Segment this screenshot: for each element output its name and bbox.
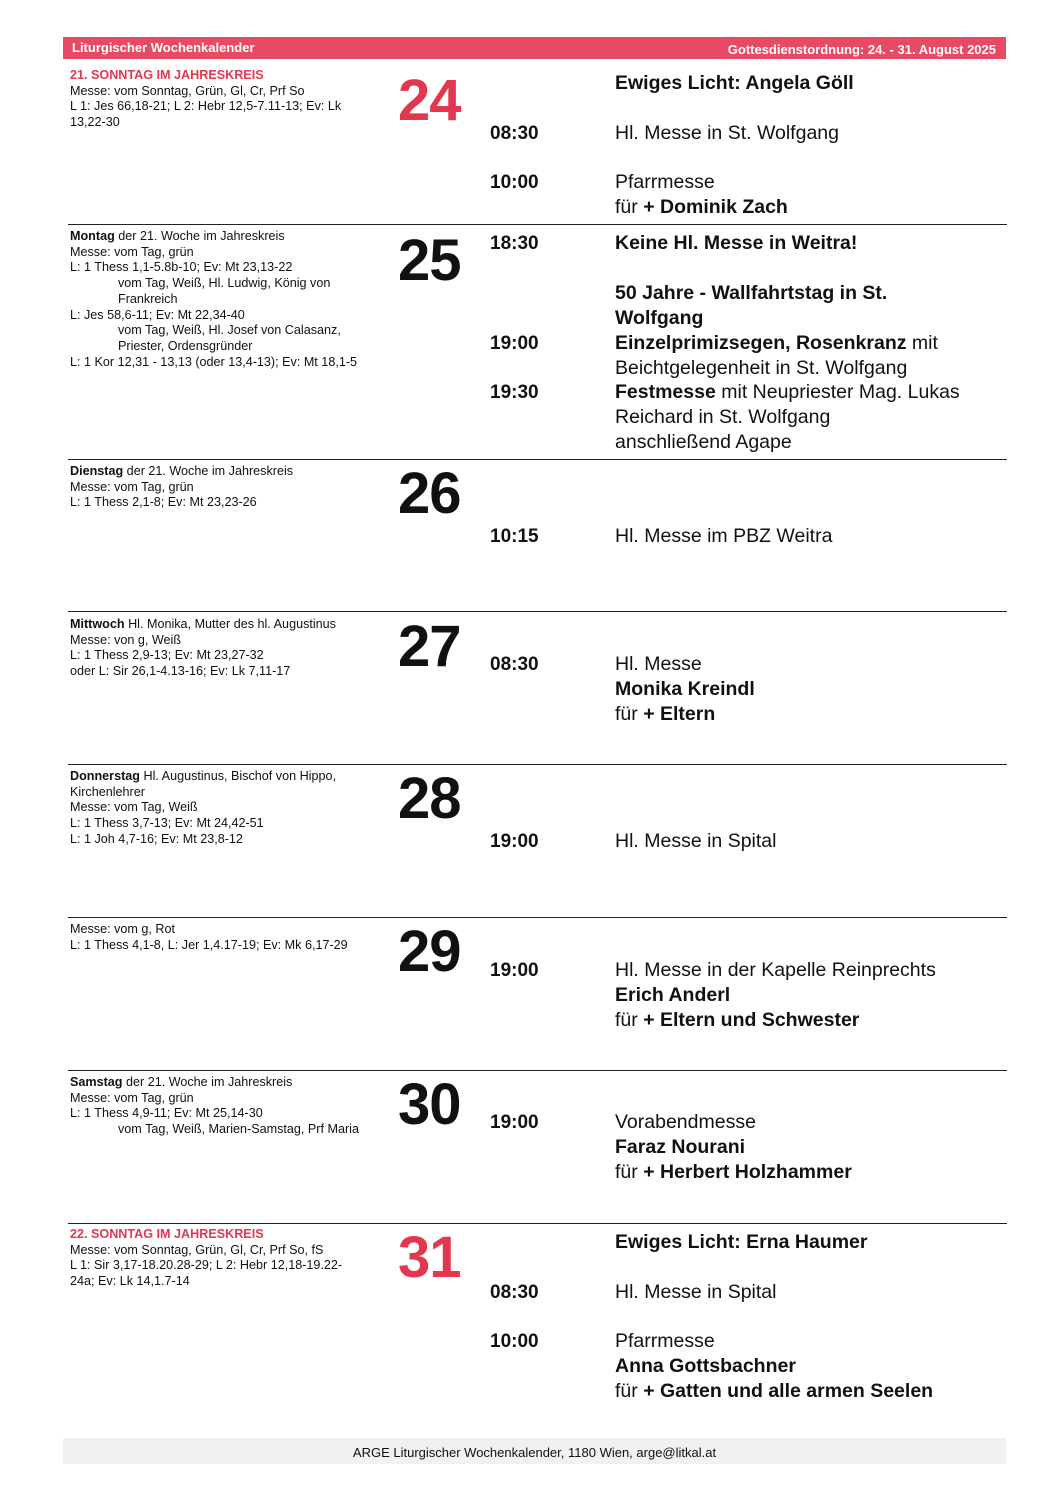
event-intention: + Eltern und Schwester bbox=[643, 1009, 860, 1031]
liturgy-line: Priester, Ordensgründer bbox=[118, 338, 253, 353]
liturgy-line: L: 1 Thess 4,1-8, L: Jer 1,4.17-19; Ev: Mk 6,17-29 bbox=[70, 937, 348, 952]
liturgy-title bbox=[70, 769, 390, 785]
liturgy-line: L: 1 Thess 2,9-13; Ev: Mt 23,27-32 bbox=[70, 648, 264, 663]
liturgy-line: 13,22-30 bbox=[70, 115, 120, 130]
day-number: 24 bbox=[398, 68, 461, 133]
event-time: 18:30 bbox=[490, 233, 539, 254]
event-line: Wolfgang bbox=[615, 307, 704, 329]
event-line bbox=[615, 1160, 1000, 1185]
day-number: 29 bbox=[398, 919, 461, 984]
event-intention: + Dominik Zach bbox=[643, 196, 788, 218]
liturgy-line: L: 1 Thess 3,7-13; Ev: Mt 24,42-51 bbox=[70, 816, 264, 831]
liturgy-info bbox=[70, 769, 390, 848]
liturgy-title-rest: Hl. Monika, Mutter des hl. Augustinus bbox=[124, 617, 336, 631]
event-time: 10:00 bbox=[490, 172, 539, 193]
liturgy-info bbox=[70, 68, 390, 131]
liturgy-line: vom Tag, Weiß, Marien-Samstag, Prf Maria bbox=[118, 1122, 359, 1137]
liturgy-title bbox=[70, 1075, 390, 1091]
liturgy-line: Messe: von g, Weiß bbox=[70, 632, 182, 647]
event-rest: mit Neupriester Mag. Lukas bbox=[715, 381, 960, 403]
event-line bbox=[615, 195, 1000, 220]
event-time: 10:00 bbox=[490, 1331, 539, 1352]
event-bold: Einzelprimizsegen, Rosenkranz bbox=[615, 332, 907, 354]
event-celebrant: Anna Gottsbachner bbox=[615, 1355, 796, 1377]
liturgy-line: vom Tag, Weiß, Hl. Josef von Calasanz, bbox=[118, 323, 341, 338]
liturgy-line: Messe: vom g, Rot bbox=[70, 922, 175, 936]
event-time: 08:30 bbox=[490, 1282, 539, 1303]
event-time: 19:00 bbox=[490, 333, 539, 354]
event-line: Pfarrmesse bbox=[615, 171, 715, 193]
liturgy-line: Messe: vom Sonntag, Grün, Gl, Cr, Prf So bbox=[70, 83, 305, 98]
liturgy-line: 24a; Ev: Lk 14,1.7-14 bbox=[70, 1274, 190, 1289]
event-text bbox=[615, 380, 1000, 455]
event-line: Hl. Messe bbox=[615, 653, 702, 675]
event-text: Keine Hl. Messe in Weitra! bbox=[615, 232, 858, 254]
liturgy-info bbox=[70, 1227, 390, 1290]
event-time: 19:00 bbox=[490, 1112, 539, 1133]
event-line: Pfarrmesse bbox=[615, 1330, 715, 1352]
event-text bbox=[615, 281, 1000, 331]
liturgy-line: oder L: Sir 26,1-4.13-16; Ev: Lk 7,11-17 bbox=[70, 664, 291, 679]
event-line: 50 Jahre - Wallfahrtstag in St. bbox=[615, 282, 888, 304]
event-prefix: für bbox=[615, 1380, 644, 1402]
liturgy-line: L: Jes 58,6-11; Ev: Mt 22,34-40 bbox=[70, 307, 245, 322]
event-line bbox=[615, 331, 1000, 356]
liturgy-title-rest: der 21. Woche im Jahreskreis bbox=[114, 229, 285, 243]
liturgy-line: Kirchenlehrer bbox=[70, 784, 145, 799]
liturgy-title: 21. SONNTAG IM JAHRESKREIS bbox=[70, 68, 264, 82]
event-line: Reichard in St. Wolfgang bbox=[615, 406, 831, 428]
event-text bbox=[615, 1110, 1000, 1185]
liturgy-line: L: 1 Joh 4,7-16; Ev: Mt 23,8-12 bbox=[70, 831, 243, 846]
day-number: 25 bbox=[398, 228, 461, 293]
event-celebrant: Faraz Nourani bbox=[615, 1136, 746, 1158]
liturgy-title-rest: der 21. Woche im Jahreskreis bbox=[122, 1075, 293, 1089]
event-time: 19:00 bbox=[490, 831, 539, 852]
liturgy-dayname: Samstag bbox=[70, 1075, 123, 1089]
section-divider bbox=[68, 1070, 1007, 1071]
liturgy-title bbox=[70, 464, 390, 480]
liturgy-line: Messe: vom Tag, grün bbox=[70, 479, 194, 494]
calendar-header-bar bbox=[63, 37, 1006, 59]
liturgy-line: Messe: vom Tag, Weiß bbox=[70, 800, 198, 815]
event-time: 19:30 bbox=[490, 382, 539, 403]
liturgy-dayname: Donnerstag bbox=[70, 769, 140, 783]
event-prefix: für bbox=[615, 1009, 644, 1031]
liturgy-title bbox=[70, 229, 390, 245]
day-number: 28 bbox=[398, 766, 461, 831]
event-text: Ewiges Licht: Erna Haumer bbox=[615, 1231, 868, 1253]
event-text bbox=[615, 958, 1000, 1033]
liturgy-line: L: 1 Thess 2,1-8; Ev: Mt 23,23-26 bbox=[70, 495, 257, 510]
liturgy-info bbox=[70, 229, 390, 370]
event-text: Hl. Messe im PBZ Weitra bbox=[615, 525, 833, 547]
liturgy-info bbox=[70, 617, 390, 680]
liturgy-title-rest: Hl. Augustinus, Bischof von Hippo, bbox=[139, 769, 336, 783]
day-number: 31 bbox=[398, 1225, 461, 1290]
header-date-range: Gottesdienstordnung: 24. - 31. August 2025 bbox=[727, 42, 996, 57]
liturgy-dayname: Montag bbox=[70, 229, 115, 243]
event-line: anschließend Agape bbox=[615, 431, 792, 453]
event-line bbox=[615, 1379, 1000, 1404]
liturgy-line: Messe: vom Tag, grün bbox=[70, 244, 194, 259]
event-prefix: für bbox=[615, 1161, 644, 1183]
event-prefix: für bbox=[615, 196, 644, 218]
liturgy-line: L: 1 Thess 4,9-11; Ev: Mt 25,14-30 bbox=[70, 1106, 263, 1121]
section-divider bbox=[68, 764, 1007, 765]
section-divider bbox=[68, 917, 1007, 918]
day-number: 26 bbox=[398, 461, 461, 526]
section-divider bbox=[68, 1223, 1007, 1224]
event-intention: + Herbert Holzhammer bbox=[643, 1161, 852, 1183]
liturgy-line: L: 1 Kor 12,31 - 13,13 (oder 13,4-13); Ev: Mt 18,1-5 bbox=[70, 354, 358, 369]
event-text: Hl. Messe in St. Wolfgang bbox=[615, 122, 839, 144]
liturgy-title-rest: der 21. Woche im Jahreskreis bbox=[123, 464, 294, 478]
event-text bbox=[615, 1329, 1000, 1404]
day-number: 30 bbox=[398, 1072, 461, 1137]
liturgy-info bbox=[70, 464, 390, 511]
event-text: Hl. Messe in Spital bbox=[615, 830, 777, 852]
event-text bbox=[615, 652, 1000, 727]
event-rest: mit bbox=[906, 332, 938, 354]
day-number: 27 bbox=[398, 614, 461, 679]
event-time: 08:30 bbox=[490, 123, 539, 144]
event-time: 19:00 bbox=[490, 960, 539, 981]
event-line bbox=[615, 702, 1000, 727]
footer-text: ARGE Liturgischer Wochenkalender, 1180 Wien, arge@litkal.at bbox=[352, 1445, 717, 1460]
section-divider bbox=[68, 611, 1007, 612]
liturgy-line: vom Tag, Weiß, Hl. Ludwig, König von bbox=[118, 276, 331, 291]
event-time: 08:30 bbox=[490, 654, 539, 675]
header-title: Liturgischer Wochenkalender bbox=[72, 40, 255, 55]
liturgy-title bbox=[70, 617, 390, 633]
event-celebrant: Erich Anderl bbox=[615, 984, 731, 1006]
footer-bar bbox=[63, 1438, 1006, 1464]
event-intention: + Gatten und alle armen Seelen bbox=[643, 1380, 934, 1402]
event-line: Vorabendmesse bbox=[615, 1111, 756, 1133]
event-line: Beichtgelegenheit in St. Wolfgang bbox=[615, 357, 908, 379]
event-bold: Festmesse bbox=[615, 381, 716, 403]
event-line: Hl. Messe in der Kapelle Reinprechts bbox=[615, 959, 936, 981]
liturgy-info bbox=[70, 922, 390, 953]
liturgy-info bbox=[70, 1075, 390, 1138]
event-intention: + Eltern bbox=[643, 703, 716, 725]
event-line bbox=[615, 380, 1000, 405]
section-divider bbox=[68, 459, 1007, 460]
section-divider bbox=[68, 224, 1007, 225]
liturgy-line: L: 1 Thess 1,1-5.8b-10; Ev: Mt 23,13-22 bbox=[70, 260, 293, 275]
event-time: 10:15 bbox=[490, 526, 539, 547]
liturgy-dayname: Dienstag bbox=[70, 464, 124, 478]
liturgy-line: Messe: vom Tag, grün bbox=[70, 1090, 194, 1105]
liturgy-line: Messe: vom Sonntag, Grün, Gl, Cr, Prf So, fS bbox=[70, 1242, 324, 1257]
event-line bbox=[615, 1008, 1000, 1033]
event-celebrant: Monika Kreindl bbox=[615, 678, 755, 700]
liturgy-dayname: Mittwoch bbox=[70, 617, 125, 631]
liturgy-line: L 1: Jes 66,18-21; L 2: Hebr 12,5-7.11-13; Ev: Lk bbox=[70, 99, 342, 114]
event-text: Ewiges Licht: Angela Göll bbox=[615, 72, 854, 94]
liturgy-line: Frankreich bbox=[118, 291, 178, 306]
event-prefix: für bbox=[615, 703, 644, 725]
liturgy-line: L 1: Sir 3,17-18.20.28-29; L 2: Hebr 12,18-19.22- bbox=[70, 1258, 343, 1273]
liturgy-title: 22. SONNTAG IM JAHRESKREIS bbox=[70, 1227, 264, 1241]
event-text: Hl. Messe in Spital bbox=[615, 1281, 777, 1303]
event-text bbox=[615, 170, 1000, 220]
event-text bbox=[615, 331, 1000, 381]
